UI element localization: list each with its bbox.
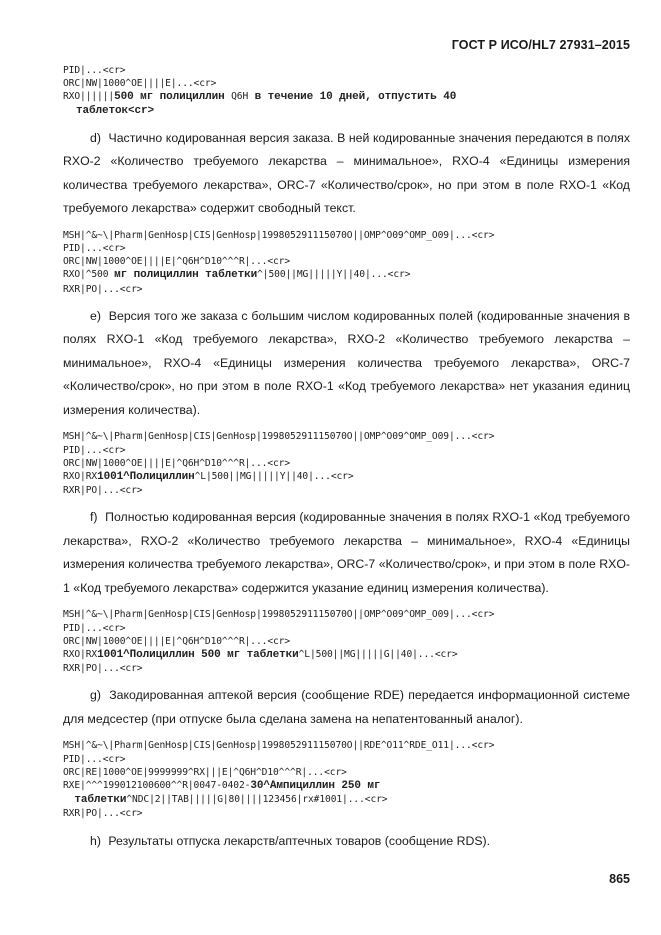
code-line: ORC|NW|1000^OE||||E|^Q6H^D10^^^R|...<cr> [63, 256, 291, 268]
paragraph-text: Закодированная аптекой версия (сообщение RDE) передается информационной системе для медсестер (при отпуске была сделана замена на непатентованный аналог). [63, 688, 630, 726]
code-segment-text: в течение 10 дней, отпустить 40 [248, 91, 457, 104]
code-line: PID|...<cr> [63, 444, 126, 456]
code-segment: ^L|500||MG|||||Y||40|...<cr> [194, 470, 354, 482]
code-line: ORC|NW|1000^OE||||E|^Q6H^D10^^^R|...<cr> [63, 635, 291, 647]
code-line: RXR|PO|...<cr> [63, 808, 143, 820]
code-segment-text: таблетки [74, 794, 127, 807]
code-segment: RXE|^^^199012100600^^R|0047-0402- [63, 779, 251, 791]
code-line: RXR|PO|...<cr> [63, 283, 143, 295]
code-segment: RXO|RX [63, 648, 98, 660]
code-line: PID|...<cr> [63, 622, 126, 634]
code-segment: RXO|RX [63, 470, 98, 482]
code-segment: RXO|||||| [63, 91, 115, 103]
code-segment: Q6H [231, 91, 249, 103]
page-number: 865 [609, 872, 630, 886]
item-label: h) [90, 833, 101, 848]
code-line: MSH|^&~\|Pharm|GenHosp|CIS|GenHosp|199805291115070O||OMP^O09^OMP_O09|...<cr> [63, 609, 495, 621]
code-block-e [63, 430, 630, 497]
page-content [63, 64, 630, 861]
code-line-continuation [63, 793, 630, 807]
item-label: g) [90, 688, 101, 703]
code-line: RXR|PO|...<cr> [63, 485, 143, 497]
code-block-f [63, 608, 630, 675]
code-line: PID|...<cr> [63, 753, 126, 765]
code-line-rxo [63, 268, 630, 282]
code-block-d [63, 229, 630, 296]
item-label: f) [90, 510, 98, 525]
paragraph-text: Результаты отпуска лекарств/аптечных товаров (сообщение RDS). [108, 833, 491, 848]
paragraph-text: Полностью кодированная версия (кодированные значения в полях RXO-1 «Код требуемого лекарства», RXO-2 «Количество требуемого лекарства – минимальное», RXO-4 «Единицы измерения количества требуемого лекарства», ORC-7 «Количество/срок», и при этом в поле RXO-1 «Код требуемого лекарства» содержится указание единиц измерения количества). [63, 510, 630, 595]
code-line-continuation: таблеток<cr> [63, 104, 155, 117]
paragraph-e [63, 305, 630, 423]
code-line: ORC|NW|1000^OE||||E|^Q6H^D10^^^R|...<cr> [63, 457, 291, 469]
code-line: ORC|NW|1000^OE||||E|...<cr> [63, 78, 217, 90]
code-segment [63, 794, 74, 805]
paragraph-d [63, 127, 630, 221]
code-line: MSH|^&~\|Pharm|GenHosp|CIS|GenHosp|199805291115070O||RDE^O11^RDE_O11|...<cr> [63, 740, 495, 752]
code-block-g [63, 739, 630, 820]
code-segment: ^|500||MG|||||Y||40|...<cr> [257, 269, 411, 281]
code-segment: ^L|500||MG|||||G||40|...<cr> [298, 648, 458, 660]
code-segment-text: 30^Ампициллин 250 мг [250, 779, 381, 792]
code-line-rxo [63, 470, 630, 484]
code-segment: RXO|^500 [63, 269, 115, 281]
paragraph-text: Частично кодированная версия заказа. В ней кодированные значения передаются в полях RXO-2 «Количество требуемого лекарства – минимальное», RXO-4 «Единицы измерения количества требуемого лекарства», ORC-7 «Количество/срок», но при этом в поле RXO-1 «Код требуемого лекарства» содержит свободный текст. [63, 130, 630, 216]
code-line: PID|...<cr> [63, 243, 126, 255]
item-label: e) [90, 308, 101, 323]
code-line-rxo [63, 90, 630, 104]
paragraph-f [63, 506, 630, 600]
code-line: RXR|PO|...<cr> [63, 663, 143, 675]
code-block-c [63, 64, 630, 118]
paragraph-h [63, 830, 630, 854]
code-line-rxe [63, 779, 630, 793]
paragraph-text: Версия того же заказа с большим числом кодированных полей (кодированные значения в полях RXO-1 «Код требуемого лекарства», RXO-2 «Количество требуемого лекарства – минимальное», RXO-4 «Единицы измерения количества требуемого лекарства», ORC-7 «Количество/срок», но при этом в поле RXO-1 «Код требуемого лекарства» нет указания единиц измерения количества). [63, 308, 631, 417]
item-label: d) [90, 130, 101, 145]
paragraph-g [63, 684, 630, 731]
code-segment-text: 1001^Полициллин [97, 470, 195, 483]
code-segment-text: 500 мг полициллин [114, 91, 232, 104]
code-segment: ^NDC|2||TAB|||||G|80||||123456|rx#1001|...<cr> [126, 794, 388, 806]
code-segment-text: 1001^Полициллин 500 мг таблетки [97, 648, 299, 661]
code-line: ORC|RE|1000^OE|9999999^RX|||E|^Q6H^D10^^^R|...<cr> [63, 766, 347, 778]
code-line: PID|...<cr> [63, 65, 126, 76]
code-line: MSH|^&~\|Pharm|GenHosp|CIS|GenHosp|199805291115070O||OMP^O09^OMP_O09|...<cr> [63, 431, 495, 443]
code-segment-text: мг полициллин таблетки [114, 269, 258, 282]
document-header: ГОСТ Р ИСО/HL7 27931–2015 [451, 38, 630, 52]
code-line-rxo [63, 648, 630, 662]
code-line: MSH|^&~\|Pharm|GenHosp|CIS|GenHosp|199805291115070O||OMP^O09^OMP_O09|...<cr> [63, 229, 495, 241]
